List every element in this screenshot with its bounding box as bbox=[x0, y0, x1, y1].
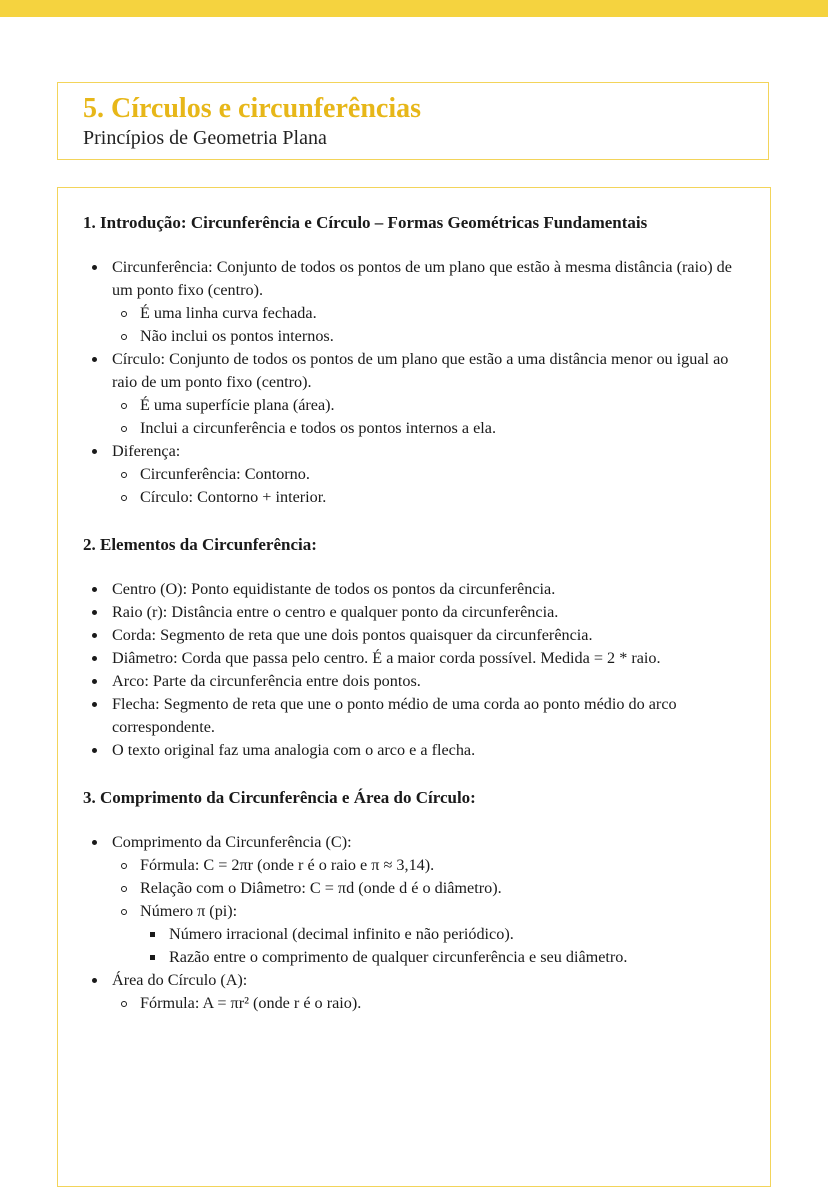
page-subtitle: Princípios de Geometria Plana bbox=[83, 127, 327, 149]
list-item-text: Círculo: Conjunto de todos os pontos de um plano que estão a uma distância menor ou igual ao raio de um ponto fixo (centro). bbox=[112, 350, 729, 391]
list-item: Flecha: Segmento de reta que une o ponto médio de uma corda ao ponto médio do arco correspondente. bbox=[83, 693, 740, 739]
list-item: Centro (O): Ponto equidistante de todos os pontos da circunferência. bbox=[83, 578, 740, 601]
list-item bbox=[83, 348, 740, 440]
sub-list-item: É uma linha curva fechada. bbox=[112, 302, 740, 325]
list-item: Diâmetro: Corda que passa pelo centro. É a maior corda possível. Medida = 2 * raio. bbox=[83, 647, 740, 670]
sub-sub-list-item: Número irracional (decimal infinito e não periódico). bbox=[140, 923, 740, 946]
sub-list-item: Fórmula: C = 2πr (onde r é o raio e π ≈ 3,14). bbox=[112, 854, 740, 877]
list-item: Corda: Segmento de reta que une dois pontos quaisquer da circunferência. bbox=[83, 624, 740, 647]
list-item-text: Área do Círculo (A): bbox=[112, 971, 248, 989]
list-item-text: Comprimento da Circunferência (C): bbox=[112, 833, 352, 851]
sub-list-item bbox=[112, 900, 740, 969]
sub-list-item-text: Número π (pi): bbox=[140, 902, 238, 920]
list-item: Raio (r): Distância entre o centro e qualquer ponto da circunferência. bbox=[83, 601, 740, 624]
sub-list-item: É uma superfície plana (área). bbox=[112, 394, 740, 417]
sub-sub-list-item: Razão entre o comprimento de qualquer circunferência e seu diâmetro. bbox=[140, 946, 740, 969]
content-box bbox=[57, 187, 771, 1187]
section-list bbox=[83, 256, 740, 509]
top-accent-bar bbox=[0, 0, 828, 17]
sub-list-item: Não inclui os pontos internos. bbox=[112, 325, 740, 348]
sub-list-item: Fórmula: A = πr² (onde r é o raio). bbox=[112, 992, 740, 1015]
section-list bbox=[83, 578, 740, 762]
list-item: O texto original faz uma analogia com o arco e a flecha. bbox=[83, 739, 740, 762]
list-item-text: Circunferência: Conjunto de todos os pontos de um plano que estão à mesma distância (raio) de um ponto fixo (centro). bbox=[112, 258, 732, 299]
section-heading: 2. Elementos da Circunferência: bbox=[83, 535, 317, 554]
page-title: 5. Círculos e circunferências bbox=[83, 93, 422, 124]
sub-sub-list bbox=[140, 923, 740, 969]
sub-list bbox=[112, 394, 740, 440]
title-box bbox=[57, 82, 769, 160]
list-item bbox=[83, 969, 740, 1015]
sub-list-item: Circunferência: Contorno. bbox=[112, 463, 740, 486]
list-item bbox=[83, 831, 740, 969]
sub-list-item: Inclui a circunferência e todos os pontos internos a ela. bbox=[112, 417, 740, 440]
sub-list bbox=[112, 854, 740, 969]
list-item: Arco: Parte da circunferência entre dois pontos. bbox=[83, 670, 740, 693]
list-item bbox=[83, 256, 740, 348]
section-list bbox=[83, 831, 740, 1015]
list-item-text: Diferença: bbox=[112, 442, 181, 460]
sub-list bbox=[112, 992, 740, 1015]
section-heading: 3. Comprimento da Circunferência e Área do Círculo: bbox=[83, 788, 476, 807]
sub-list bbox=[112, 463, 740, 509]
sub-list bbox=[112, 302, 740, 348]
sub-list-item: Relação com o Diâmetro: C = πd (onde d é o diâmetro). bbox=[112, 877, 740, 900]
list-item bbox=[83, 440, 740, 509]
section-heading: 1. Introdução: Circunferência e Círculo – Formas Geométricas Fundamentais bbox=[83, 213, 648, 232]
sub-list-item: Círculo: Contorno + interior. bbox=[112, 486, 740, 509]
